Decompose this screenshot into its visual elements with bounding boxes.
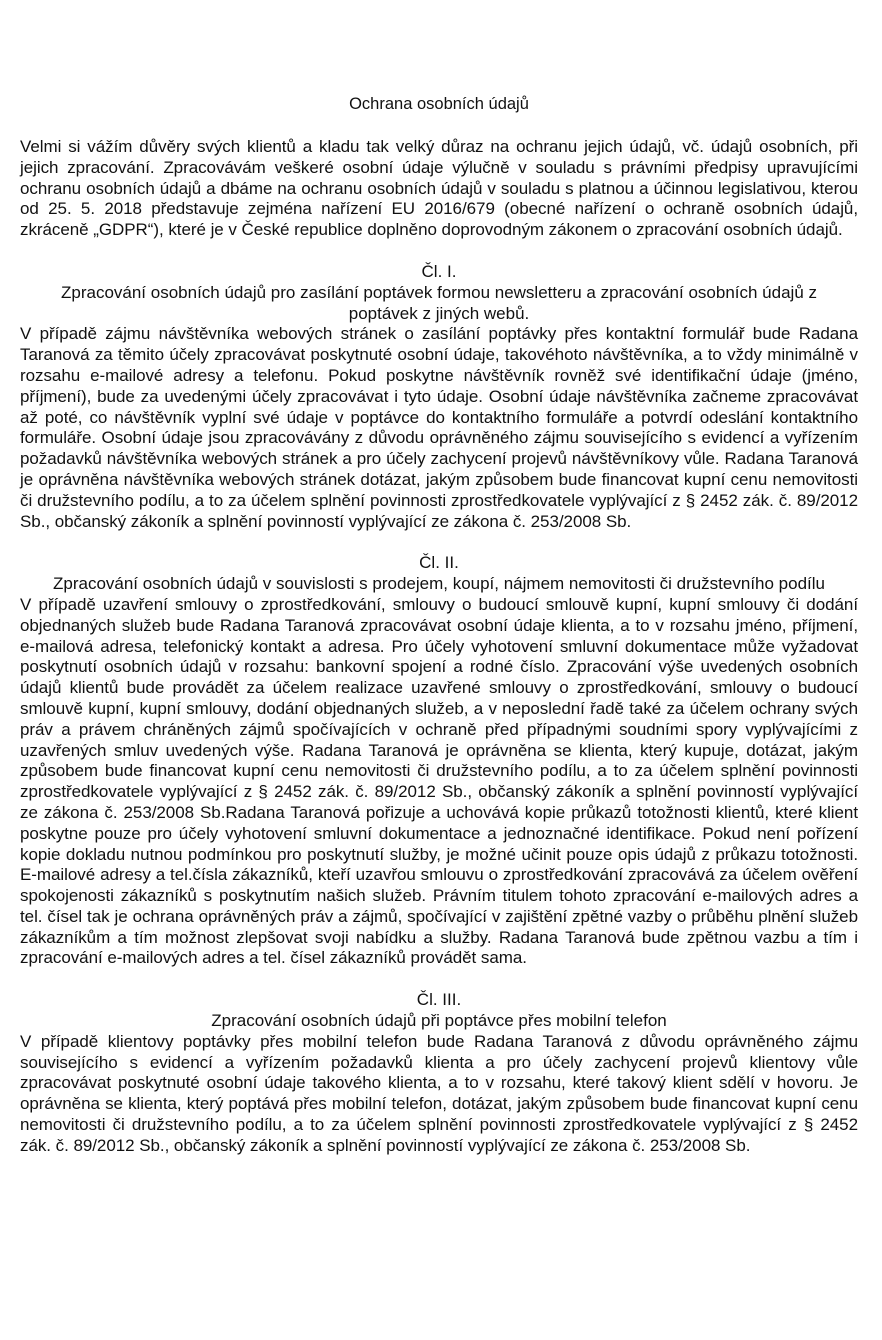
intro-paragraph: Velmi si vážím důvěry svých klientů a kladu tak velký důraz na ochranu jejich údajů, vč. údajů osobních, při jejich zpracování. Zpracovávám veškeré osobní údaje výlučně v souladu s právními předpisy upravujícími ochranu osobních údajů a dbáme na ochranu osobních údajů v souladu s platnou a účinnou legislativou, kterou od 25. 5. 2018 představuje zejména nařízení EU 2016/679 (obecné nařízení o ochraně osobních údajů, zkráceně „GDPR“), které je v České republice doplněno doprovodným zákonem o zpracování osobních údajů. (20, 137, 858, 240)
article-body: V případě zájmu návštěvníka webových stránek o zasílání poptávky přes kontaktní formulář bude Radana Taranová za těmito účely zpracovávat poskytnuté osobní údaje, takovéhoto návštěvníka, a to vždy minimálně v rozsahu e-mailové adresy a telefonu. Pokud poskytne návštěvník rovněž své identifikační údaje (jméno, příjmení), bude za uvedenými účely zpracovávat i tyto údaje. Osobní údaje návštěvníka začneme zpracovávat až poté, co návštěvník vyplní své údaje v poptávce do kontaktního formuláře a potvrdí odeslání kontaktního formuláře. Osobní údaje jsou zpracovávány z důvodu oprávněného zájmu souvisejícího s evidencí a vyřízením požadavků návštěvníka webových stránek a pro účely zachycení projevů návštěvníkovy vůle. Radana Taranová je oprávněna návštěvníka webových stránek dotázat, jakým způsobem bude financovat kupní cenu nemovitosti či družstevního podílu, a to za účelem splnění povinnosti zprostředkovatele vyplývající z § 2452 zák. č. 89/2012 Sb., občanský zákoník a splnění povinností vyplývající ze zákona č. 253/2008 Sb. (20, 324, 858, 531)
article-number: Čl. III. (416, 990, 462, 1010)
article-heading: Zpracování osobních údajů při poptávce přes mobilní telefon (211, 1011, 667, 1031)
article-number: Čl. I. (421, 261, 457, 281)
article-body: V případě uzavření smlouvy o zprostředkování, smlouvy o budoucí smlouvě kupní, kupní smlouvy či dodání objednaných služeb bude Radana Taranová zpracovávat osobní údaje klienta, a to v rozsahu jméno, příjmení, e-mailová adresa, telefonický kontakt a adresa. Pro účely vyhotovení smluvní dokumentace může vyžadovat poskytnutí osobních údajů v rozsahu: bankovní spojení a rodné číslo. Zpracování výše uvedených osobních údajů klientů bude provádět za účelem realizace uzavřené smlouvy o zprostředkování, smlouvy o budoucí smlouvě kupní, kupní smlouvy, dodání objednaných služeb, a v neposlední řadě také za účelem ochrany svých práv a právem chráněných zájmů spočívajících v ochraně před případnými soudními spory vyplývajícími z uzavřených smluv uvedených výše. Radana Taranová je oprávněna se klienta, který kupuje, dotázat, jakým způsobem bude financovat kupní cenu nemovitosti či družstevního podílu, a to za účelem splnění povinnosti zprostředkovatele vyplývající z § 2452 zák. č. 89/2012 Sb., občanský zákoník a splnění povinností vyplývající ze zákona č. 253/2008 Sb.Radana Taranová pořizuje a uchovává kopie průkazů totožnosti klientů, které klient poskytne pouze pro účely vyhotovení smluvní dokumentace a jednoznačné identifikace. Pokud není pořízení kopie dokladu nutnou podmínkou pro poskytnutí služby, je možné učinit pouze opis údajů z průkazu totožnosti. E-mailové adresy a tel.čísla zákazníků, kteří uzavřou smlouvu o zprostředkování zpracovává za účelem ověření spokojenosti zákazníků s poskytnutím našich služeb. Právním titulem tohoto zpracování e-mailových adres a tel. čísel tak je ochrana oprávněných práv a zájmů, spočívající v zajištění zpětné vazby o průběhu plnění služeb zákazníkům a tím možnost zlepšovat svoji nabídku a služby. Radana Taranová bude zpětnou vazbu a tím i zpracování e-mailových adres a tel. čísel zákazníků provádět sama. (20, 594, 858, 968)
article-heading: Zpracování osobních údajů v souvislosti s prodejem, koupí, nájmem nemovitosti či družstevního podílu (52, 574, 825, 594)
article-1 (20, 262, 858, 532)
article-number: Čl. II. (419, 553, 459, 573)
article-heading: Zpracování osobních údajů pro zasílání poptávek formou newsletteru a zpracování osobních údajů z poptávek z jiných webů. (60, 282, 817, 323)
article-3 (20, 990, 858, 1156)
article-2 (20, 553, 858, 969)
document-title: Ochrana osobních údajů (349, 95, 529, 113)
article-body: V případě klientovy poptávky přes mobilní telefon bude Radana Taranová z důvodu oprávněného zájmu souvisejícího s evidencí a vyřízením požadavků klienta a pro účely zachycení projevů klientovy vůle zpracovávat poskytnuté osobní údaje takového klienta, a to v rozsahu, které takový klient sdělí v hovoru. Je oprávněna se klienta, který poptává přes mobilní telefon, dotázat, jakým způsobem bude financovat kupní cenu nemovitosti či družstevního podílu, a to za účelem splnění povinnosti zprostředkovatele vyplývající z § 2452 zák. č. 89/2012 Sb., občanský zákoník a splnění povinností vyplývající ze zákona č. 253/2008 Sb. (20, 1031, 858, 1155)
